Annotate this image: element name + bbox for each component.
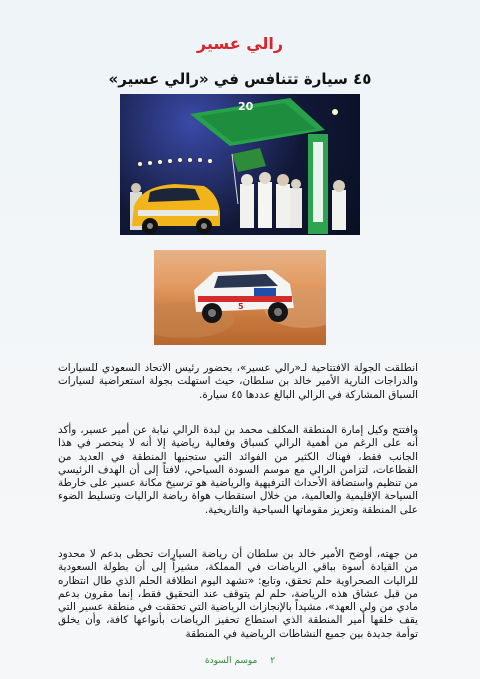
page-number: ٢ xyxy=(270,656,276,666)
article-paragraph-1: انطلقت الجولة الافتتاحية لـ«رالي عسير»، بحضور رئيس الاتحاد السعودي للسيارات والدراجات النارية الأمير خالد بن سلطان، حيث استهلت بجولة استعراضية لسيارات السباق المشاركة في الرالي البالغ عددها ٤٥ سيارة. xyxy=(58,362,418,401)
article-paragraph-2: وافتتح وكيل إمارة المنطقة المكلف محمد بن لبدة الرالي نيابة عن أمير عسير، وأكد أنه على الرغم من أهمية الرالي كسباق وفعالية رياضية إلا أنه لا ينحصر في هذا الجانب فقط، فهناك الكثير من الفوائد التي ستجنيها المنطقة في العديد من القطاعات، لتزامن الرالي مع موسم السودة السياحي، لافتاً إلى أن الهدف الرئيسي من تنظيم واستضافة الأحداث الترفيهية والرياضية هو ترسيخ مكانة عسير على خارطة السياحة الإقليمية والعالمية، من خلال استقطاب هواة رياضة الراليات وتسليط الضوء على المنطقة وتعزيز مقوماتها السياحية والتاريخية. xyxy=(58,424,418,516)
ceremony-photo xyxy=(120,94,360,235)
page-footer xyxy=(0,656,480,666)
article-headline: ٤٥ سيارة تتنافس في «رالي عسير» xyxy=(108,70,372,88)
car-number: 5 xyxy=(238,302,244,311)
banner-number: 20 xyxy=(238,100,254,113)
desert-rally-photo xyxy=(154,250,326,345)
article-paragraph-3: من جهته، أوضح الأمير خالد بن سلطان أن رياضة السيارات تحظى بدعم لا محدود من القيادة أسوة بباقي الرياضات في المملكة، مشيراً إلى أن بطولة السعودية للراليات الصحراوية حلم تحقق، وتابع: «تشهد اليوم انطلاقة الحلم الذي طال انتظاره من قبل عشاق هذه الرياضة، حلم لم يتوقف عند التحقيق فقط، إنما مقرون بدعم مادي من ولي العهد»، مشيداً بالإنجازات الرياضية التي تحققت في منطقة عسير التي يقف خلفها أمير المنطقة الذي استطاع تحفيز الرياضات بأنواعها كافة، وأن يخلق توأمة جديدة بين جميع النشاطات الرياضية في المنطقة xyxy=(58,548,418,640)
section-title: رالي عسير xyxy=(196,34,284,53)
footer-label: موسم السودة xyxy=(204,656,258,666)
